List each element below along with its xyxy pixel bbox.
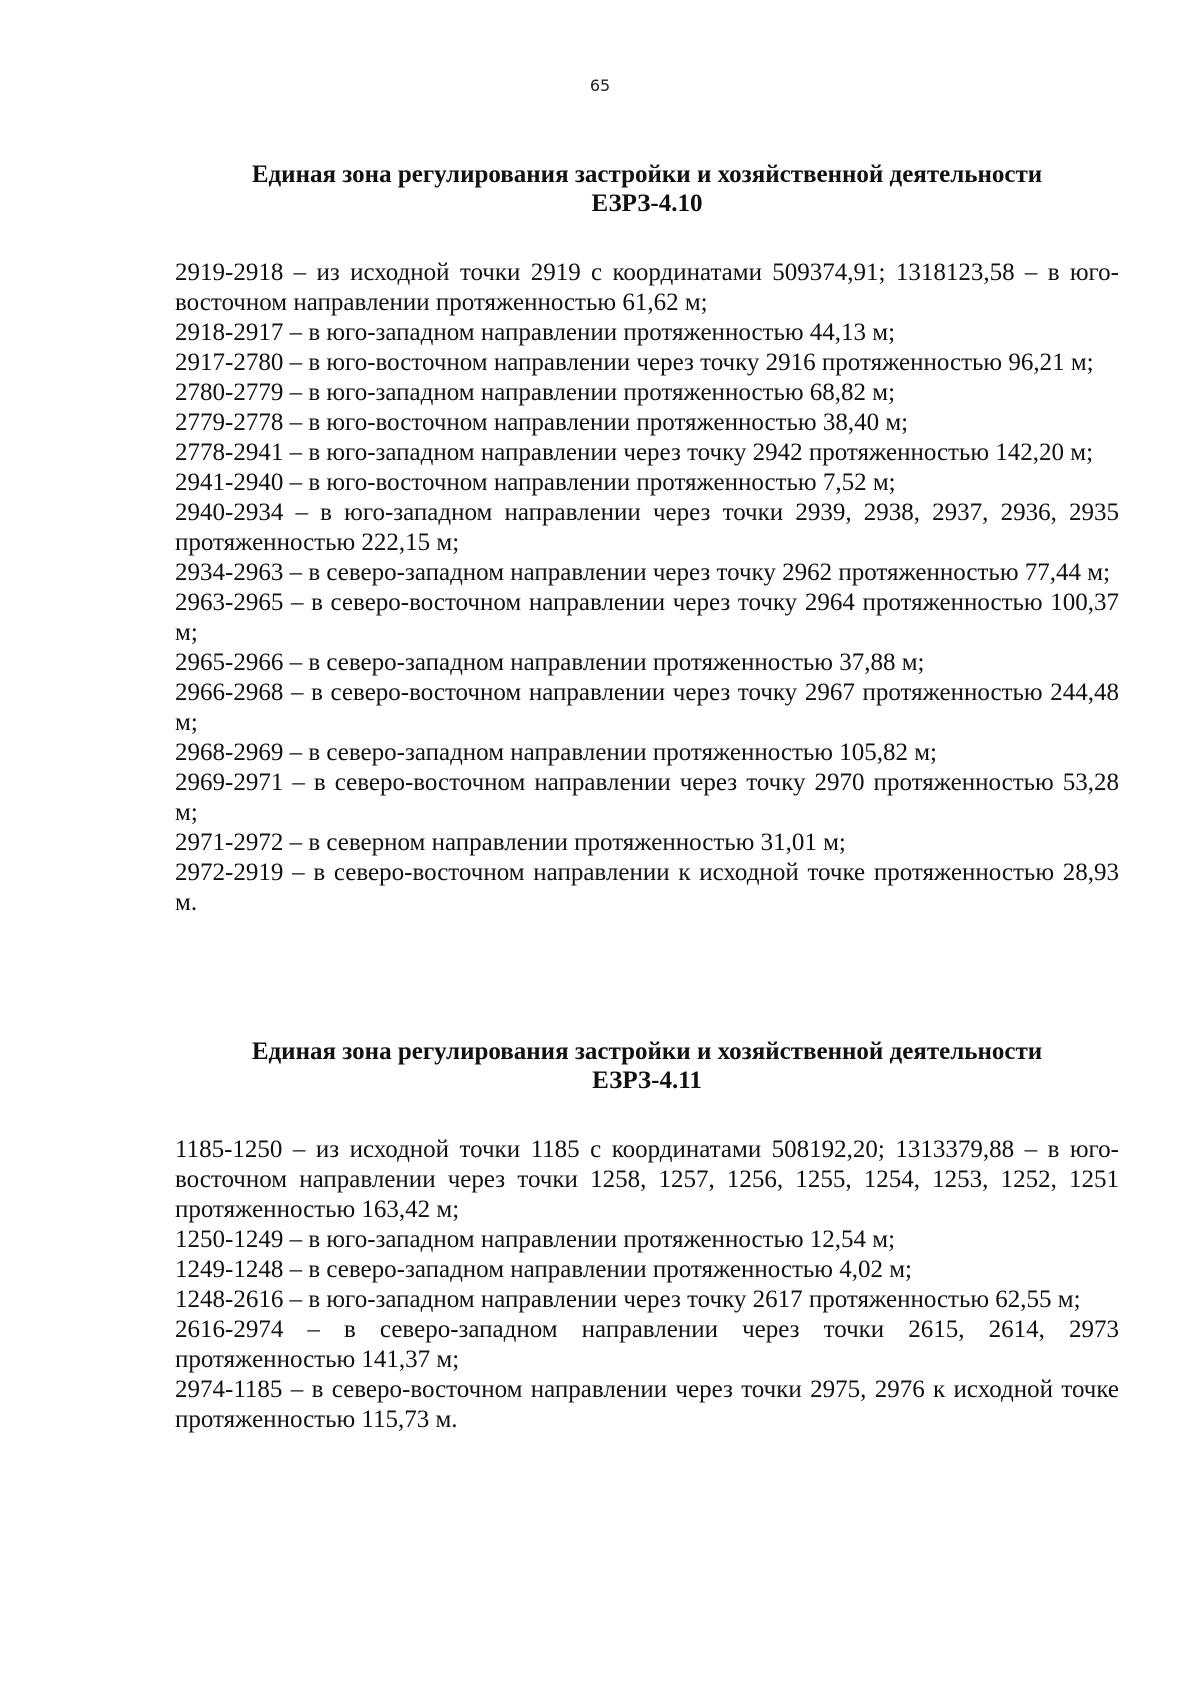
boundary-entry: 2779-2778 – в юго-восточном направлении протяженностью 38,40 м; [175,409,909,436]
heading-title: Единая зона регулирования застройки и хозяйственной деятельности [251,161,1043,188]
boundary-entry: 2778-2941 – в юго-западном направлении через точку 2942 протяженностью 142,20 м; [175,439,1094,466]
section-heading [175,1037,1119,1095]
boundary-entry: 2780-2779 – в юго-западном направлении протяженностью 68,82 м; [175,379,896,406]
boundary-entry: 1185-1250 – из исходной точки 1185 с координатами 508192,20; 1313379,88 – в юго-восточном направлении через точки 1258, 1257, 1256, 1255, 1254, 1253, 1252, 1251 протяженностью 163,42 м; [175,1136,1119,1223]
zone-section-4-11 [175,1037,1119,1435]
zone-section-4-10 [175,160,1119,918]
page-number: 65 [589,76,611,95]
boundary-entry: 2917-2780 – в юго-восточном направлении через точку 2916 протяженностью 96,21 м; [175,349,1094,376]
boundary-entry: 2963-2965 – в северо-восточном направлении через точку 2964 протяженностью 100,37 м; [175,589,1119,646]
boundary-entry: 1248-2616 – в юго-западном направлении через точку 2617 протяженностью 62,55 м; [175,1286,1081,1313]
boundary-entry: 2966-2968 – в северо-восточном направлении через точку 2967 протяженностью 244,48 м; [175,679,1119,736]
heading-title: Единая зона регулирования застройки и хозяйственной деятельности [251,1038,1043,1065]
boundary-entry: 2919-2918 – из исходной точки 2919 с координатами 509374,91; 1318123,58 – в юго-восточном направлении протяженностью 61,62 м; [175,259,1119,316]
boundary-entry: 2969-2971 – в северо-восточном направлении через точку 2970 протяженностью 53,28 м; [175,769,1119,826]
section-heading [175,160,1119,218]
boundary-entry: 2974-1185 – в северо-восточном направлении через точки 2975, 2976 к исходной точке протяженностью 115,73 м. [175,1376,1119,1433]
heading-code: ЕЗРЗ-4.11 [592,1067,702,1094]
boundary-entry: 2918-2917 – в юго-западном направлении протяженностью 44,13 м; [175,319,896,346]
boundary-entry: 2934-2963 – в северо-западном направлении через точку 2962 протяженностью 77,44 м; [175,559,1111,586]
boundary-entry: 2972-2919 – в северо-восточном направлении к исходной точке протяженностью 28,93 м. [175,859,1119,916]
boundary-entry: 2965-2966 – в северо-западном направлении протяженностью 37,88 м; [175,649,925,676]
boundary-entry: 2968-2969 – в северо-западном направлении протяженностью 105,82 м; [175,739,937,766]
boundary-entry: 2971-2972 – в северном направлении протяженностью 31,01 м; [175,829,846,856]
heading-code: ЕЗРЗ-4.10 [591,190,703,217]
boundary-entry: 1249-1248 – в северо-западном направлении протяженностью 4,02 м; [175,1256,912,1283]
boundary-entry: 1250-1249 – в юго-западном направлении протяженностью 12,54 м; [175,1226,896,1253]
boundary-entry: 2940-2934 – в юго-западном направлении через точки 2939, 2938, 2937, 2936, 2935 протяженностью 222,15 м; [175,499,1119,556]
boundary-entry: 2941-2940 – в юго-восточном направлении протяженностью 7,52 м; [175,469,896,496]
boundary-entry: 2616-2974 – в северо-западном направлении через точки 2615, 2614, 2973 протяженностью 141,37 м; [175,1316,1119,1373]
